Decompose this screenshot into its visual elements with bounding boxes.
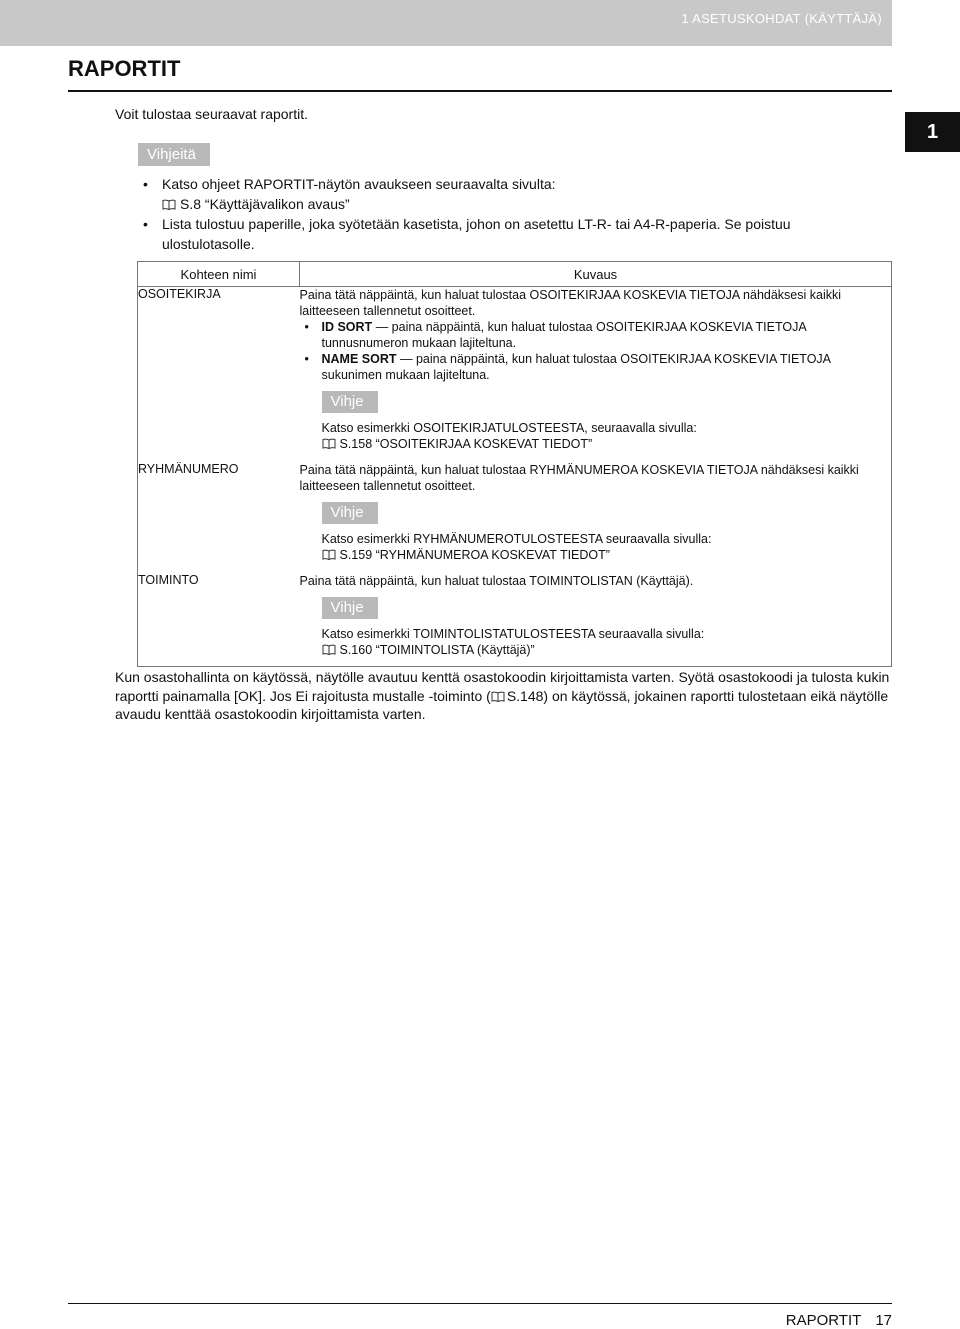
table-header-row xyxy=(138,262,892,287)
hint-text: Katso esimerkki TOIMINTOLISTATULOSTEESTA seuraavalla sivulla: xyxy=(321,627,705,641)
table-row xyxy=(138,573,892,667)
reports-table xyxy=(137,261,892,667)
hint-label: Vihje xyxy=(322,391,378,413)
intro-text: Voit tulostaa seuraavat raportit. xyxy=(115,106,308,122)
hint-text: Katso esimerkki RYHMÄNUMEROTULOSTEESTA seuraavalla sivulla: xyxy=(321,532,712,546)
column-header-name: Kohteen nimi xyxy=(138,262,300,287)
description-text: Paina tätä näppäintä, kun haluat tulostaa TOIMINTOLISTAN (Käyttäjä). xyxy=(299,574,694,588)
tip-text-continued: ulostulotasolle. xyxy=(162,236,255,252)
item-name: RYHMÄNUMERO xyxy=(138,462,239,476)
item-description xyxy=(300,573,892,667)
book-icon xyxy=(322,438,336,449)
tip-text: Lista tulostuu paperille, joka syötetään kasetista, johon on asetettu LT-R- tai A4-R-paperia. Se poistuu xyxy=(162,216,791,232)
item-name: TOIMINTO xyxy=(138,573,199,587)
item-description xyxy=(300,287,892,463)
sort-option xyxy=(300,319,892,351)
page-number: 17 xyxy=(875,1312,892,1329)
table-row xyxy=(138,462,892,573)
book-icon xyxy=(162,199,176,210)
hint-label: Vihje xyxy=(322,597,378,619)
tip-item xyxy=(140,214,840,254)
hint-label: Vihje xyxy=(322,502,378,524)
column-header-desc: Kuvaus xyxy=(300,262,892,287)
tip-text: Katso ohjeet RAPORTIT-näytön avaukseen seuraavalta sivulta: xyxy=(162,176,556,192)
hint-reference-link[interactable]: S.158 “OSOITEKIRJAA KOSKEVAT TIEDOT” xyxy=(300,436,892,452)
item-description xyxy=(300,462,892,573)
header-bar xyxy=(0,0,892,46)
item-name: OSOITEKIRJA xyxy=(138,287,221,301)
hint-reference-link[interactable]: S.159 “RYHMÄNUMEROA KOSKEVAT TIEDOT” xyxy=(300,547,892,563)
hint-text: Katso esimerkki OSOITEKIRJATULOSTEESTA, seuraavalla sivulla: xyxy=(321,421,697,435)
table-row xyxy=(138,287,892,463)
footer-divider xyxy=(68,1303,892,1304)
sort-option xyxy=(300,351,892,383)
chapter-tab: 1 xyxy=(905,112,960,152)
book-icon xyxy=(491,691,505,702)
page-title: RAPORTIT xyxy=(68,56,181,81)
description-text: Paina tätä näppäintä, kun haluat tulostaa RYHMÄNUMEROA KOSKEVIA TIETOJA nähdäksesi kaikki laitteeseen tallennetut osoitteet. xyxy=(299,463,859,493)
hint-reference-link[interactable]: S.160 “TOIMINTOLISTA (Käyttäjä)” xyxy=(300,642,892,658)
sort-description: — paina näppäintä, kun haluat tulostaa OSOITEKIRJAA KOSKEVIA TIETOJA tunnusnumeron mukaan lajiteltuna. xyxy=(321,320,807,350)
section-header: 1 ASETUSKOHDAT (KÄYTTÄJÄ) xyxy=(681,11,882,26)
description-text: Paina tätä näppäintä, kun haluat tulostaa OSOITEKIRJAA KOSKEVIA TIETOJA nähdäksesi kaikki laitteeseen tallennetut osoitteet. xyxy=(299,288,842,318)
tips-label: Vihjeitä xyxy=(138,143,210,166)
closing-paragraph: Kun osastohallinta on käytössä, näytölle avautuu kenttä osastokoodin kirjoittamista varten. Syötä osastokoodi ja tulosta kukin raportti painamalla [OK]. Jos Ei rajoitusta mustalle -toiminto ( S.148) on käytössä, jokainen raportti tulostetaan eikä näytölle avaudu kenttää osastokoodin kirjoittamista varten. xyxy=(115,669,890,722)
book-icon xyxy=(322,644,336,655)
footer-title: RAPORTIT xyxy=(785,1312,862,1329)
closing-reference-link[interactable]: S.148 xyxy=(506,687,544,704)
sort-key: NAME SORT xyxy=(321,352,397,366)
book-icon xyxy=(322,549,336,560)
page-footer xyxy=(772,1312,892,1329)
tips-list xyxy=(140,174,840,254)
title-divider xyxy=(68,90,892,92)
tip-reference-link[interactable]: S.8 “Käyttäjävalikon avaus” xyxy=(162,196,350,212)
sort-description: — paina näppäintä, kun haluat tulostaa OSOITEKIRJAA KOSKEVIA TIETOJA sukunimen mukaan lajiteltuna. xyxy=(321,352,831,382)
sort-key: ID SORT xyxy=(321,320,373,334)
tip-item xyxy=(140,174,840,214)
